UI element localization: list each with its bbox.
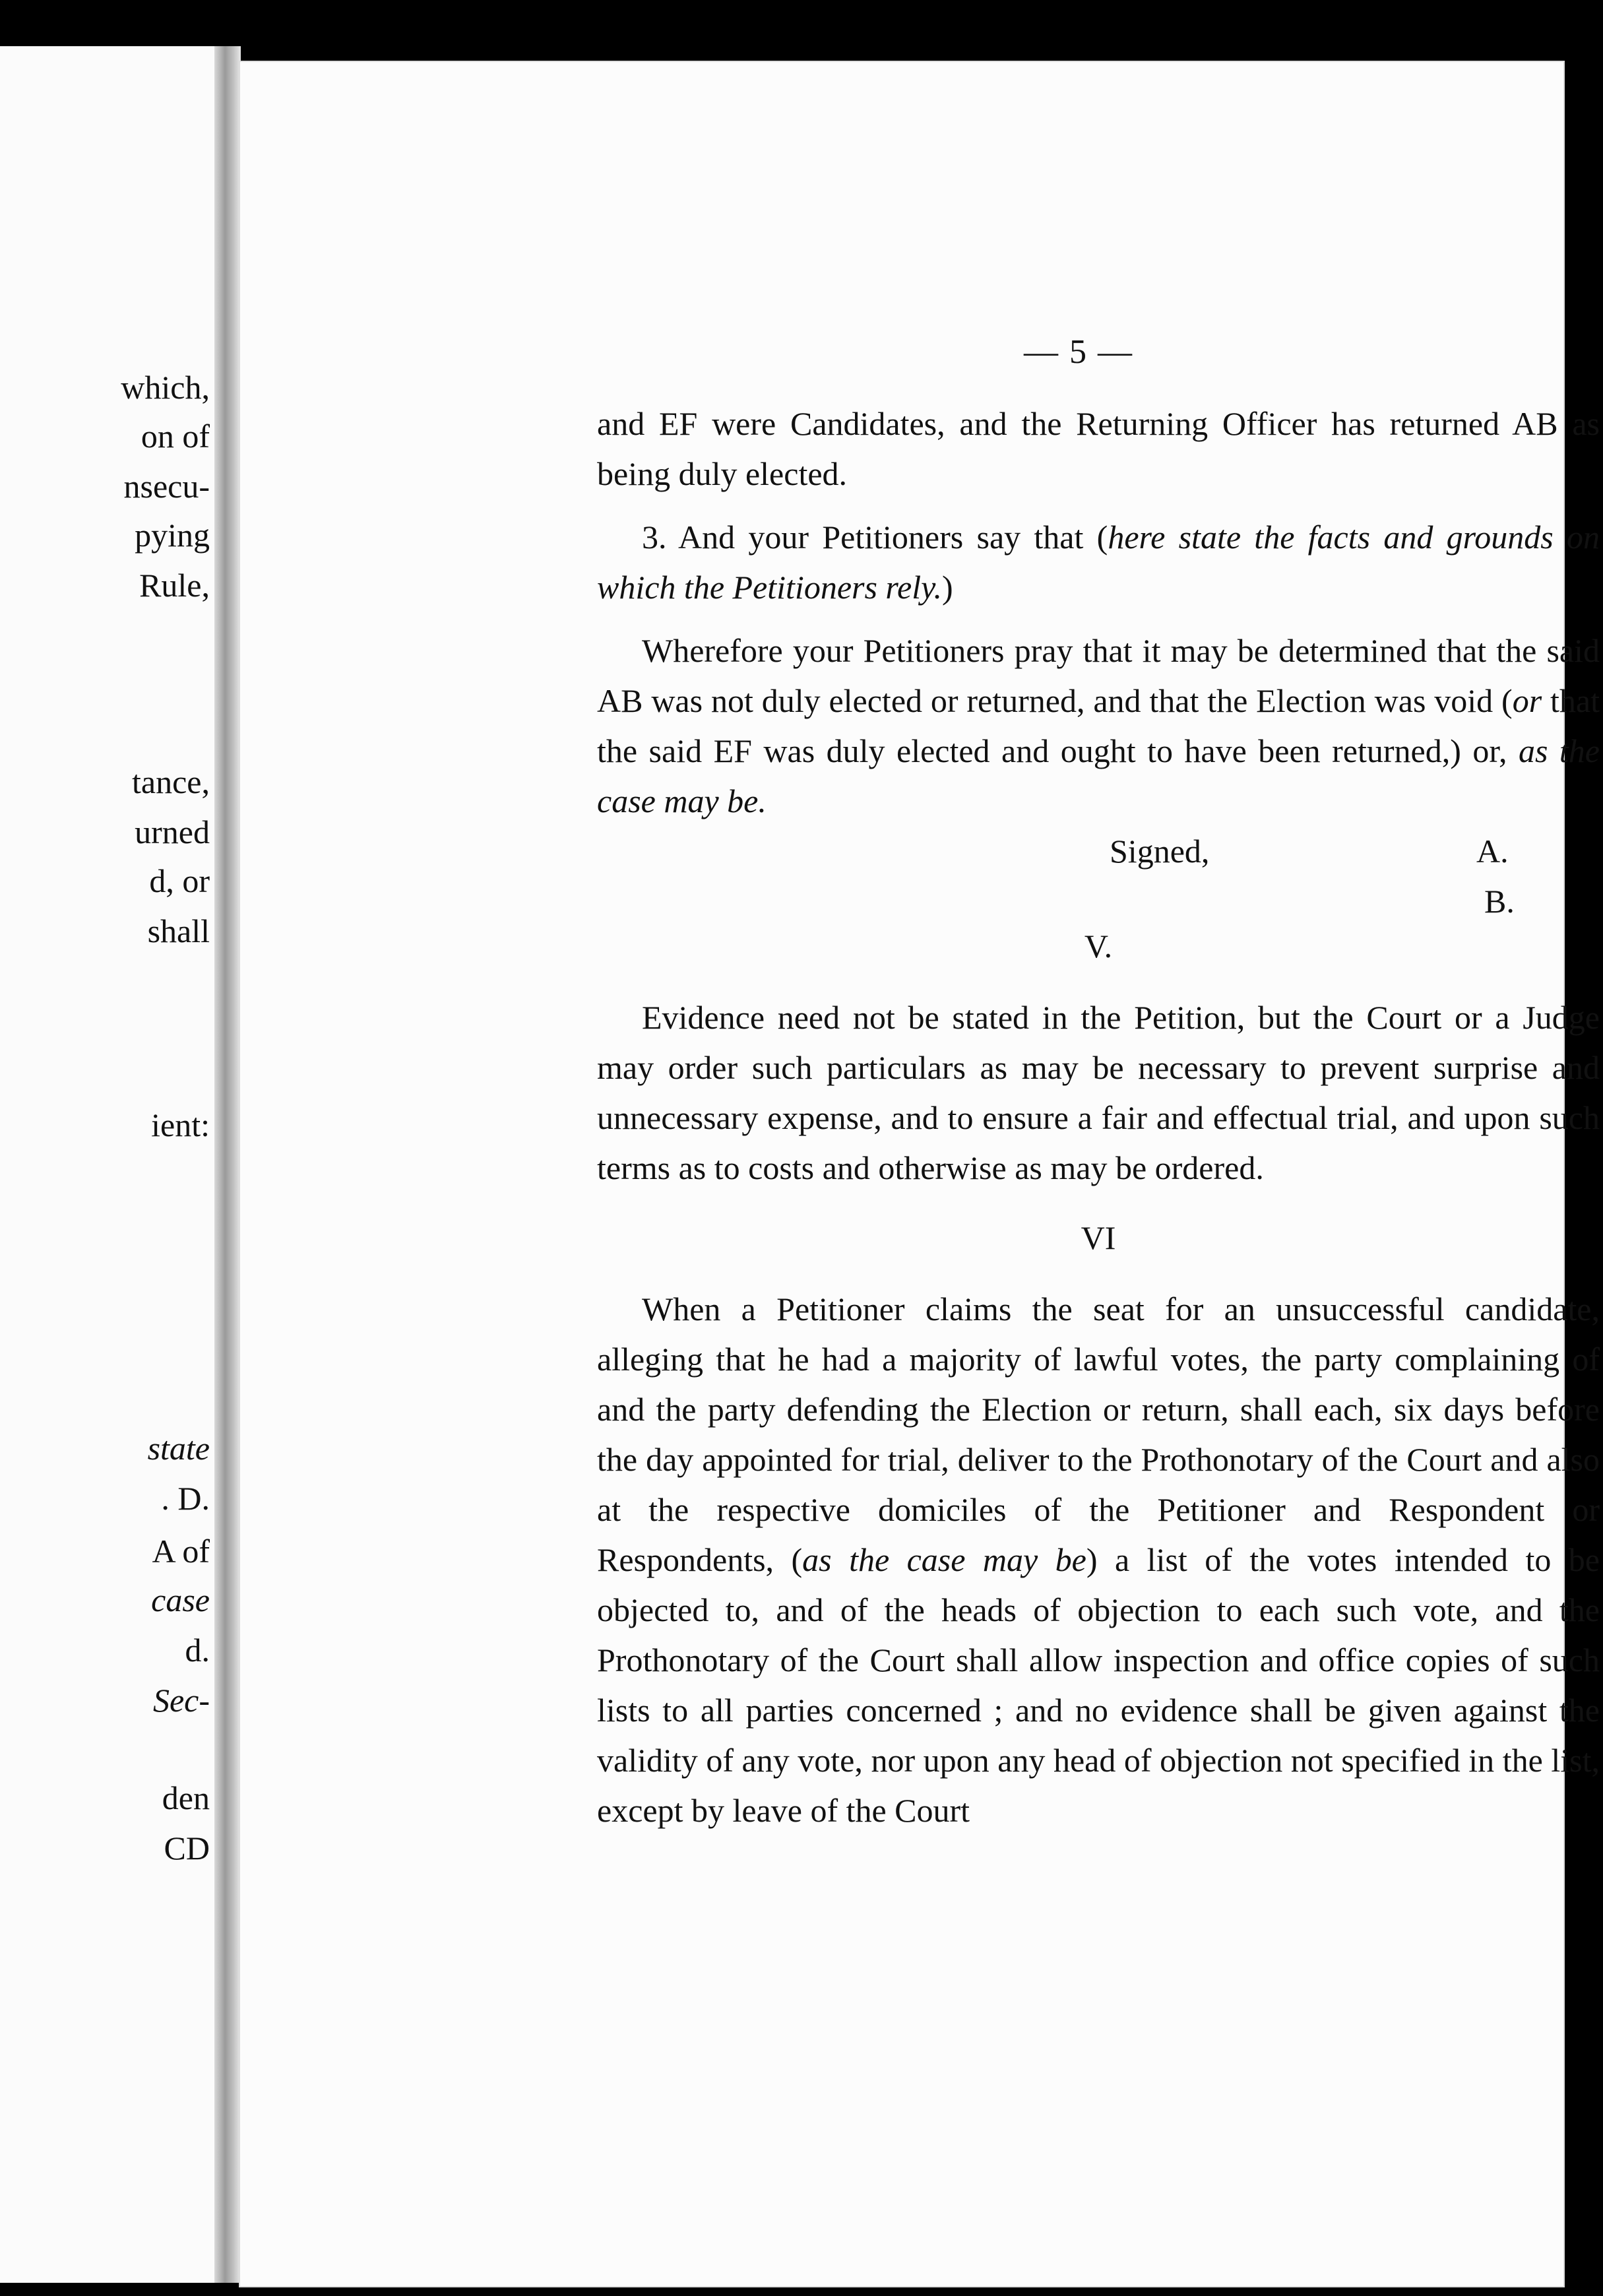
seat-claim-italic: as the case may be: [802, 1541, 1086, 1578]
signature-initial-a: A.: [1476, 833, 1509, 870]
left-page-line-fragment: tance,: [132, 763, 210, 800]
left-page-line-fragment: Sec-: [152, 1682, 210, 1719]
left-page-line-fragment: urned: [135, 813, 210, 850]
left-page-line-fragment: d, or: [149, 862, 210, 899]
book-spine: [214, 46, 241, 2283]
section-heading-v: V.: [1084, 928, 1113, 965]
left-page-line-fragment: Rule,: [139, 567, 210, 604]
paragraph-prayer: [597, 625, 1600, 826]
section-heading-vi: VI: [1081, 1219, 1116, 1256]
grounds-italic: here state the facts and grounds on which the Petitioners rely.: [597, 519, 1600, 606]
left-page-line-fragment: shall: [147, 912, 210, 949]
paragraph-evidence: Evidence need not be stated in the Petition, but the Court or a Judge may order such particulars as may be necessary to prevent surprise and unnecessary expense, and to ensure a fair and effectual trial, and upon such terms as to costs and otherwise as may be ordered.: [597, 999, 1600, 1186]
left-page-line-fragment: pying: [135, 517, 210, 554]
page-number: — 5 —: [1024, 333, 1133, 371]
left-page-line-fragment: which,: [121, 369, 210, 406]
page-body: [597, 399, 1600, 1835]
left-page-line-fragment: d.: [185, 1632, 210, 1669]
left-page-line-fragment: CD: [164, 1830, 210, 1866]
signature-block: [597, 826, 1600, 926]
grounds-tail: ): [942, 569, 953, 606]
left-page-line-fragment: nsecu-: [123, 468, 210, 505]
paragraph-grounds: [597, 512, 1600, 612]
seat-claim-part-b: ) a list of the votes intended to be objected to, and of the heads of objection to each such vote, and the Prothonotary of the Court shall allow inspection and office copies of such lists to all parties concerned ; and no evidence shall be given against the validity of any vote, nor upon any head of objection not specified in the list, except by leave of the Court: [597, 1541, 1600, 1829]
left-page-line-fragment: A of: [152, 1533, 210, 1570]
prayer-part-a: Wherefore your Petitioners pray that it may be determined that the said AB was not duly elected or returned, and that the Election was void (: [597, 632, 1600, 719]
left-page-line-fragment: state: [147, 1430, 210, 1467]
prayer-or: or: [1512, 682, 1542, 719]
left-page-line-fragment: case: [151, 1581, 210, 1618]
prayer-italic: as the case may be.: [597, 732, 1600, 819]
left-page-line-fragment: den: [162, 1779, 210, 1816]
left-page-line-fragment: on of: [141, 418, 210, 455]
paragraph-seat-claim: [597, 1284, 1600, 1835]
prayer-part-b: that the said EF was duly elected and ought to have been returned,) or,: [597, 682, 1600, 769]
left-page-line-fragment: . D.: [161, 1480, 210, 1517]
paragraph-candidates: and EF were Candidates, and the Returning Officer has returned AB as being duly elected.: [597, 405, 1600, 492]
left-page-line-fragment: ient:: [151, 1106, 210, 1143]
previous-page-edge: [0, 46, 224, 2283]
grounds-lead: 3. And your Petitioners say that (: [642, 519, 1108, 556]
signed-label: Signed,: [1110, 833, 1210, 870]
seat-claim-part-a: When a Petitioner claims the seat for an unsuccessful candidate, alleging that he had a majority of lawful votes, the party complaining of and the party defending the Election or return, shall each, six days before the day appointed for trial, deliver to the Prothonotary of the Court and also at the respective domiciles of the Petitioner and Respondent or Respondents, (: [597, 1291, 1600, 1578]
signature-initial-b: B.: [1484, 883, 1515, 920]
current-page: [239, 61, 1600, 2287]
